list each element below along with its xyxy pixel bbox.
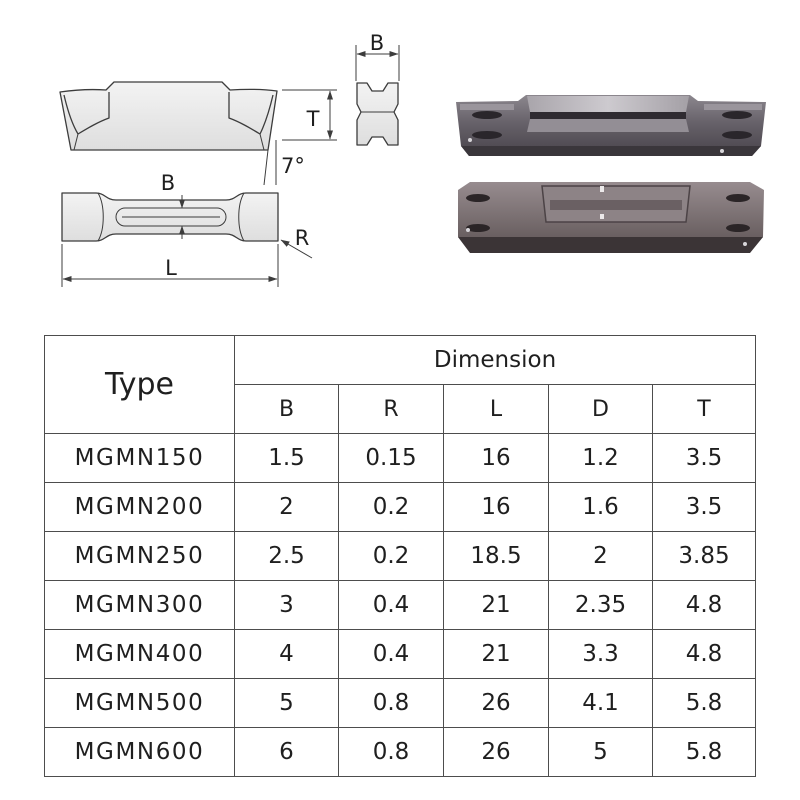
chip-breaker-right-lower [726, 224, 750, 232]
type-cell: MGMN300 [45, 581, 235, 630]
b-value-cell: 3 [235, 581, 339, 630]
insert-marking [466, 228, 470, 232]
r-value-cell: 0.2 [339, 483, 444, 532]
b-value-cell: 2 [235, 483, 339, 532]
end-view [356, 31, 399, 145]
chip-breaker-right-lower [722, 131, 752, 139]
type-cell: MGMN600 [45, 728, 235, 777]
side-view [60, 82, 305, 185]
r-value-cell: 0.2 [339, 532, 444, 581]
dimension-table [44, 335, 756, 777]
chip-breaker-left-upper [472, 111, 502, 119]
type-cell: MGMN200 [45, 483, 235, 532]
table-row [45, 483, 756, 532]
b-value-cell: 6 [235, 728, 339, 777]
t-value-cell: 5.8 [653, 728, 756, 777]
d-value-cell: 2 [549, 532, 653, 581]
insert-groove [530, 112, 686, 119]
d-value-cell: 1.6 [549, 483, 653, 532]
t-value-cell: 3.85 [653, 532, 756, 581]
side-view-outline [60, 82, 277, 150]
l-value-cell: 16 [444, 483, 549, 532]
chip-breaker-right-upper [722, 111, 752, 119]
insert-lower-face [527, 119, 689, 132]
clearance-angle-label: 7° [281, 154, 305, 178]
l-value-cell: 18.5 [444, 532, 549, 581]
l-value-cell: 21 [444, 581, 549, 630]
insert-groove [550, 200, 682, 210]
insert-bottom-edge [458, 237, 763, 253]
top-view [62, 171, 312, 287]
r-value-cell: 0.15 [339, 434, 444, 483]
b-value-cell: 4 [235, 630, 339, 679]
table-row [45, 532, 756, 581]
insert-right-head-face [704, 104, 762, 110]
insert-marking [720, 149, 724, 153]
type-cell: MGMN250 [45, 532, 235, 581]
b-value-cell: 2.5 [235, 532, 339, 581]
chip-breaker-left-lower [472, 131, 502, 139]
insert-marking [600, 214, 604, 219]
d-value-cell: 2.35 [549, 581, 653, 630]
insert-marking [600, 186, 604, 192]
insert-left-head-face [460, 104, 514, 110]
insert-top-face [527, 96, 689, 112]
r-value-cell: 0.4 [339, 630, 444, 679]
r-value-cell: 0.4 [339, 581, 444, 630]
type-header: Type [45, 336, 235, 434]
length-label: L [165, 256, 177, 280]
chip-breaker-left-upper [466, 194, 490, 202]
dimension-header: Dimension [235, 336, 756, 385]
t-value-cell: 4.8 [653, 581, 756, 630]
table-row [45, 630, 756, 679]
l-value-cell: 21 [444, 630, 549, 679]
insert-marking [468, 138, 472, 142]
t-value-cell: 3.5 [653, 434, 756, 483]
insert-figure [0, 0, 800, 320]
d-value-cell: 4.1 [549, 679, 653, 728]
thickness-dimension [282, 90, 337, 140]
column-header-r: R [339, 385, 444, 434]
t-value-cell: 4.8 [653, 630, 756, 679]
r-value-cell: 0.8 [339, 728, 444, 777]
type-cell: MGMN400 [45, 630, 235, 679]
table-row [45, 679, 756, 728]
thickness-label: T [306, 107, 320, 131]
l-value-cell: 26 [444, 679, 549, 728]
l-value-cell: 16 [444, 434, 549, 483]
end-view-outline [357, 83, 398, 145]
groove-width-label: B [160, 171, 176, 195]
insert-marking [743, 242, 747, 246]
r-value-cell: 0.8 [339, 679, 444, 728]
product-photo-top [456, 95, 766, 156]
table-row [45, 728, 756, 777]
column-header-l: L [444, 385, 549, 434]
column-header-b: B [235, 385, 339, 434]
l-value-cell: 26 [444, 728, 549, 777]
type-cell: MGMN150 [45, 434, 235, 483]
d-value-cell: 3.3 [549, 630, 653, 679]
product-photo-bottom [458, 182, 764, 253]
column-header-d: D [549, 385, 653, 434]
table-row [45, 581, 756, 630]
clearance-extension-line [264, 150, 268, 185]
end-width-label: B [369, 31, 385, 55]
type-cell: MGMN500 [45, 679, 235, 728]
b-value-cell: 1.5 [235, 434, 339, 483]
d-value-cell: 5 [549, 728, 653, 777]
header-row-group [45, 336, 756, 385]
chip-breaker-right-upper [726, 194, 750, 202]
d-value-cell: 1.2 [549, 434, 653, 483]
t-value-cell: 3.5 [653, 483, 756, 532]
insert-bottom-edge [461, 146, 761, 156]
corner-radius-label: R [294, 226, 310, 250]
column-header-t: T [653, 385, 756, 434]
table-row [45, 434, 756, 483]
t-value-cell: 5.8 [653, 679, 756, 728]
b-value-cell: 5 [235, 679, 339, 728]
